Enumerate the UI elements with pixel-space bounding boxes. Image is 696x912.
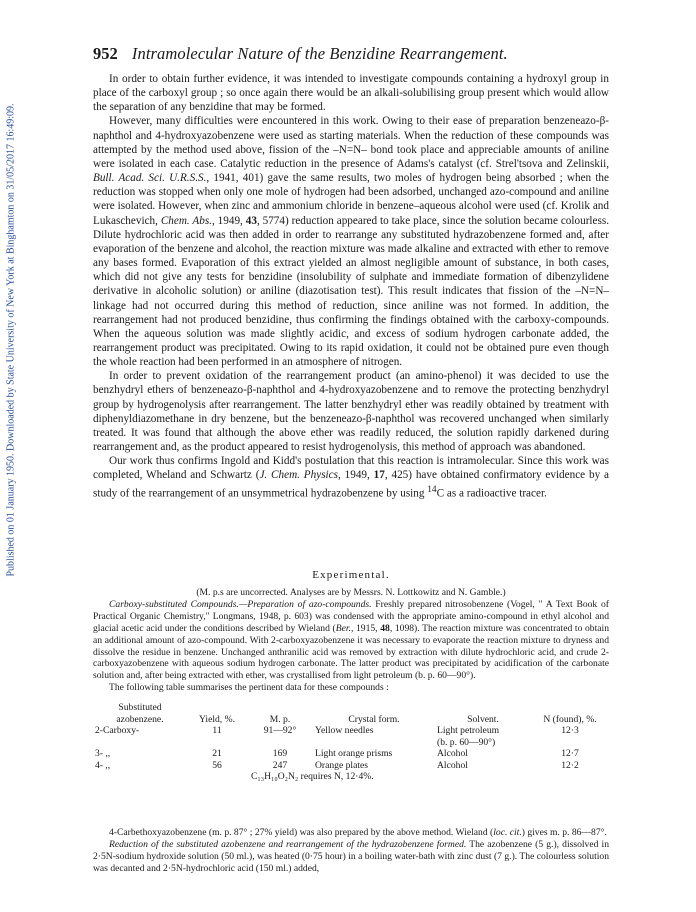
table-row: 4- ,, 56 247 Orange plates Alcohol 12·2 (95, 759, 579, 771)
section-heading: Experimental. (312, 569, 390, 581)
paragraph: Our work thus confirms Ingold and Kidd's postulation that this reaction is intramolecular. Since this work was completed, Wheland and Schwartz (J. Chem. Physics, 1949, 17, 425) have obtained confirmatory evidence by a study of the rearrangement of an unsymmetrical hydrazobenzene by using $^{14}$C as a radioactive tracer. (93, 455, 609, 500)
paragraph: In order to prevent oxidation of the rearrangement product (an amino-phenol) it was decided to use the benzhydryl ethers of benzeneazo-β-naphthol and 4-hydroxyazobenzene and to remove the protecting benzhydryl group by hydrogenolysis after rearrangement. The latter benzhydryl ether was readily obtained by treatment with diphenyldiazomethane in dry benzene, but the benzeneazo-β-naphthol was recovered unchanged when similarly treated. It was found that although the above ether was readily reduced, the solution rapidly darkened during rearrangement and, as the product appeared to resist hydrogenolysis, this method of approach was abandoned. (93, 370, 609, 454)
paragraph: The following table summarises the pertinent data for these compounds : (109, 682, 389, 694)
table-row: 2-Carboxy- 11 91—92° Yellow needles Light petroleum 12·3 (95, 725, 579, 737)
experimental-section (93, 587, 609, 783)
running-title: Intramolecular Nature of the Benzidine Rearrangement. (131, 44, 508, 63)
paragraph: 4-Carbethoxyazobenzene (m. p. 87° ; 27% yield) was also prepared by the above method. Wieland (loc. cit.) gives m. p. 86—87°. (109, 827, 607, 838)
download-watermark (2, 60, 20, 620)
analysis-note: (M. p.s are uncorrected. Analyses are by Messrs. N. Lottkowitz and N. Gamble.) (196, 587, 506, 598)
table-formula-row: C₁₃H₁₀O₂N₂ requires N, 12·4%. (251, 771, 374, 783)
data-table (93, 702, 609, 783)
paragraph: Carboxy-substituted Compounds.—Preparation of azo-compounds. Freshly prepared nitrosobenzene (Vogel, " A Text Book of Practical Organic Chemistry," Longmans, 1948, p. 603) was condensed with the appropriate amino-compound in ethyl alcohol and glacial acetic acid under the conditions described by Wieland (Ber., 1915, 48, 1098). The reaction mixture was concentrated to obtain an additional amount of azo-compound. With 2-carboxyazobenzene it was necessary to evaporate the reaction mixture to dryness and dissolve the residue in benzene. Unchanged anthranilic acid was removed by extraction with dilute hydrochloric acid, and crude 2-carboxyazobenzene with aqueous sodium hydrogen carbonate. The latter product was precipitated by acidification of the carbonate solution and, after being extracted with ether, was crystallised from light petroleum (b. p. 60—90°). (93, 598, 609, 682)
paragraph: In order to obtain further evidence, it was intended to investigate compounds containing a hydroxyl group in place of the carboxyl group ; so once again there would be an alkali-solubilising group present which would allow the separation of any benzidine that may be formed. (93, 73, 609, 114)
table-row: 3- ,, 21 169 Light orange prisms Alcohol 12·7 (95, 748, 579, 760)
watermark-text: Published on 01 January 1950. Downloaded by State University of New York at Binghamton on 31/05/2017 16:49:09. (5, 103, 17, 577)
paragraph: However, many difficulties were encountered in this work. Owing to their ease of preparation benzeneazo-β-naphthol and 4-hydroxyazobenzene were used as starting materials. When the reduction of these compounds was attempted by the method used above, fission of the –N=N– bond took place and appreciable amounts of aniline were isolated in each case. Catalytic reduction in the presence of Adams's catalyst (cf. Strel'tsova and Zelinskii, Bull. Acad. Sci. U.R.S.S., 1941, 401) gave the same results, two moles of hydrogen being absorbed ; when the reduction was stopped when only one mole of hydrogen had been adsorbed, unchanged azo-compound and aniline were isolated. However, when zinc and ammonium chloride in benzene–aqueous alcohol were used (cf. Krolik and Lukaschevich, Chem. Abs., 1949, 43, 5774) reduction appeared to take place, since the solution became colourless. Dilute hydrochloric acid was then added in order to rearrange any substituted hydrazobenzene formed and, after evaporation of the benzene and alcohol, the reaction mixture was made alkaline and extracted with ether to remove any bases formed. Evaporation of this extract yielded an almost negligible amount of substance, in both cases, which did not give any tests for benzidine (insolubility of sulphate and immediate formation of dibenzylidene derivative in alcoholic solution) or aniline (diazotisation test). This result indicates that fission of the –N=N– linkage had not occurred during this method of reduction, since aniline was not formed. In addition, the rearrangement had not produced benzidine, thus confirming the findings obtained with the carboxy-compounds. When the aqueous solution was made slightly acidic, and excess of sodium hydrogen carbonate added, the rearrangement product was precipitated. Owing to its rapid oxidation, it could not be obtained pure even though the whole reaction had been performed in an atmosphere of nitrogen. (93, 115, 609, 369)
body-text (93, 72, 609, 500)
table-row: (b. p. 60—90°) (437, 736, 496, 748)
page-number: 952 (93, 44, 118, 63)
paragraph: Reduction of the substituted azobenzene and rearrangement of the hydrazobenzene formed. The azobenzene (5 g.), dissolved in 2·5N-sodium hydroxide solution (50 ml.), was heated (0·75 hour) in a boiling water-bath with zinc dust (7 g.). The colourless solution was decanted and 2·5N-hydrochloric acid (150 ml.) added, (93, 838, 609, 874)
table-header-row: Substituted azobenzene. Yield, %. M. p. Crystal form. Solvent. N (found), %. (116, 702, 597, 725)
reduction-section (93, 827, 609, 875)
page-header (93, 44, 604, 64)
